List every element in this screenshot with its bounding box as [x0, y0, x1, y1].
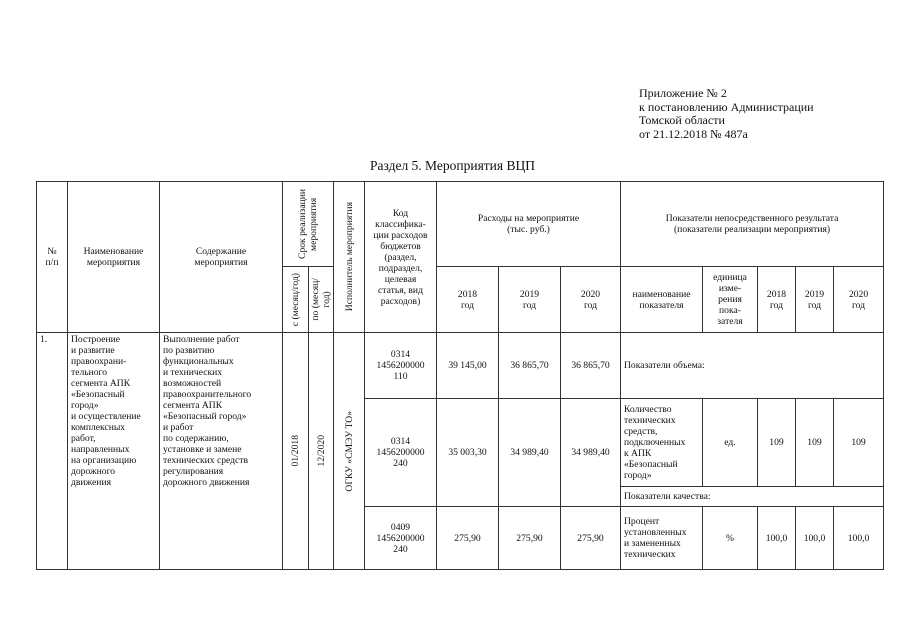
- appendix-line-2: к постановлению Администрации: [639, 99, 814, 114]
- header-term-to-cell: [309, 267, 334, 333]
- ind1-name: Количество технических средств, подключенных к АПК «Безопасный город»: [621, 399, 703, 487]
- header-ind-2019: 2019 год: [796, 267, 834, 333]
- header-term-from: с (месяц/год): [290, 272, 301, 327]
- row-term-to-cell: [309, 333, 334, 570]
- row-exp2-2018: 35 003,30: [437, 399, 499, 507]
- appendix-block: [639, 87, 814, 141]
- row-code-3: 0409 1456200000 240: [365, 507, 437, 570]
- ind1-2019: 109: [796, 399, 834, 487]
- row-executor-cell: [334, 333, 365, 570]
- row-executor: ОГКУ «СМЭУ ТО»: [343, 410, 355, 492]
- ind2-2020: 100,0: [834, 507, 884, 570]
- row-num: 1.: [37, 333, 68, 570]
- row-exp1-2018: 39 145,00: [437, 333, 499, 399]
- header-expenses: Расходы на мероприятие (тыс. руб.): [437, 182, 621, 267]
- row-code-1: 0314 1456200000 110: [365, 333, 437, 399]
- header-unit: единица изме- рения пока- зателя: [703, 267, 758, 333]
- row-exp3-2019: 275,90: [499, 507, 561, 570]
- header-indicator-name: наименование показателя: [621, 267, 703, 333]
- measures-table: [36, 181, 884, 570]
- header-term-cell: [283, 182, 334, 267]
- volume-label: Показатели объема:: [621, 333, 884, 399]
- ind2-2019: 100,0: [796, 507, 834, 570]
- header-executor-cell: [334, 182, 365, 333]
- header-term-to: по (месяц/ год): [310, 278, 332, 321]
- header-ind-2020: 2020 год: [834, 267, 884, 333]
- header-num: № п/п: [37, 182, 68, 333]
- section-title: Раздел 5. Мероприятия ВЦП: [370, 158, 535, 173]
- header-indicators: Показатели непосредственного результата (показатели реализации мероприятия): [621, 182, 884, 267]
- row-name: Построение и развитие правоохрани- тельного сегмента АПК «Безопасный город» и осуществление комплексных работ, направленных на организацию дорожного движения: [68, 333, 160, 570]
- header-term: Срок реализации мероприятия: [297, 189, 319, 259]
- header-exp-2019: 2019 год: [499, 267, 561, 333]
- header-exp-2018: 2018 год: [437, 267, 499, 333]
- header-exp-2020: 2020 год: [561, 267, 621, 333]
- row-exp2-2019: 34 989,40: [499, 399, 561, 507]
- header-term-from-cell: [283, 267, 309, 333]
- ind1-2018: 109: [758, 399, 796, 487]
- row-term-to: 12/2020: [315, 435, 327, 467]
- header-ind-2018: 2018 год: [758, 267, 796, 333]
- ind2-2018: 100,0: [758, 507, 796, 570]
- ind2-name: Процент установленных и замененных технических: [621, 507, 703, 570]
- row-exp1-2020: 36 865,70: [561, 333, 621, 399]
- row-content: Выполнение работ по развитию функциональных и технических возможностей правоохранительного сегмента АПК «Безопасный город» и работ по содержанию, установке и замене технических средств регулирования дорожного движения: [160, 333, 283, 570]
- row-code-2: 0314 1456200000 240: [365, 399, 437, 507]
- row-term-from: 01/2018: [290, 435, 301, 467]
- row-exp1-2019: 36 865,70: [499, 333, 561, 399]
- row-term-from-cell: [283, 333, 309, 570]
- header-name: Наименование мероприятия: [68, 182, 160, 333]
- quality-label: Показатели качества:: [621, 487, 884, 507]
- appendix-line-4: от 21.12.2018 № 487а: [639, 126, 748, 141]
- appendix-line-1: Приложение № 2: [639, 86, 727, 100]
- ind2-unit: %: [703, 507, 758, 570]
- row-exp3-2018: 275,90: [437, 507, 499, 570]
- ind1-2020: 109: [834, 399, 884, 487]
- header-executor: Исполнитель мероприятия: [343, 202, 355, 312]
- ind1-unit: ед.: [703, 399, 758, 487]
- row-exp3-2020: 275,90: [561, 507, 621, 570]
- row-exp2-2020: 34 989,40: [561, 399, 621, 507]
- header-code: Код классифика- ции расходов бюджетов (раздел, подраздел, целевая статья, вид расходов): [365, 182, 437, 333]
- header-content: Содержание мероприятия: [160, 182, 283, 333]
- appendix-line-3: Томской области: [639, 113, 725, 127]
